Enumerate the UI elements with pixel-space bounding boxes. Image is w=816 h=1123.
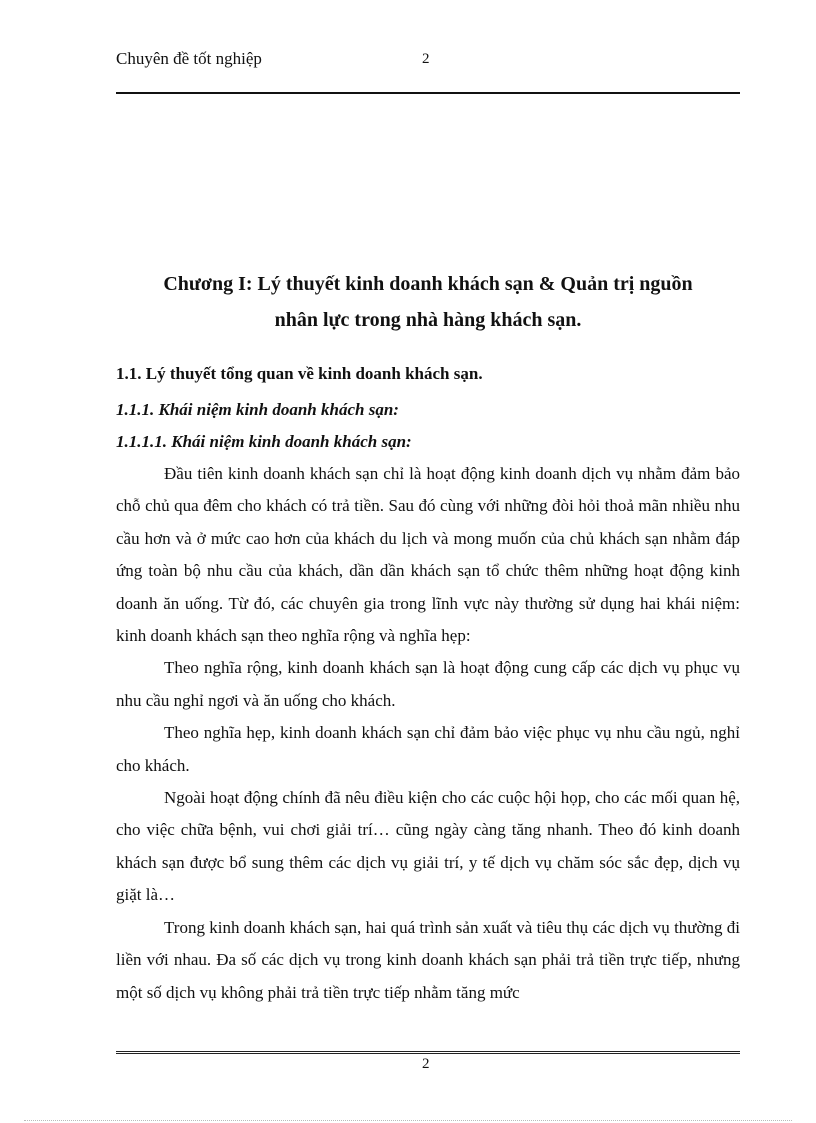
footer-page-number: 2 [422,1056,430,1072]
section-heading: 1.1. Lý thuyết tổng quan về kinh doanh khách sạn. [116,364,483,383]
chapter-title-line-1: Chương I: Lý thuyết kinh doanh khách sạn & Quản trị nguồn [163,273,693,295]
paragraph: Theo nghĩa rộng, kinh doanh khách sạn là hoạt động cung cấp các dịch vụ phục vụ nhu cầu nghỉ ngơi và ăn uống cho khách. [116,658,740,710]
subsection-heading-1: 1.1.1. Khái niệm kinh doanh khách sạn: [116,400,399,419]
header-title: Chuyên đề tốt nghiệp [116,49,262,68]
chapter-title [116,266,740,338]
paragraph: Ngoài hoạt động chính đã nêu điều kiện cho các cuộc hội họp, cho các mối quan hệ, cho việc chữa bệnh, vui chơi giải trí… cũng ngày càng tăng nhanh. Theo đó kinh doanh khách sạn được bổ sung thêm các dịch vụ giải trí, y tế dịch vụ chăm sóc sắc đẹp, dịch vụ giặt là… [116,788,740,905]
paragraph: Trong kinh doanh khách sạn, hai quá trình sản xuất và tiêu thụ các dịch vụ thường đi liền với nhau. Đa số các dịch vụ trong kinh doanh khách sạn phải trả tiền trực tiếp, nhưng một số dịch vụ không phải trả tiền trực tiếp nhằm tăng mức [116,917,740,1002]
header-rule [116,92,740,94]
chapter-title-line-2: nhân lực trong nhà hàng khách sạn. [274,309,582,331]
page-bottom-dotted-border [24,1120,792,1121]
paragraph: Đầu tiên kinh doanh khách sạn chỉ là hoạt động kinh doanh dịch vụ nhằm đảm bảo chỗ chủ qua đêm cho khách có trả tiền. Sau đó cùng với những đòi hỏi thoả mãn nhiều nhu cầu hơn và ở mức cao hơn của khách du lịch và mong muốn của chủ khách sạn nhằm đáp ứng toàn bộ nhu cầu của khách, dần dần khách sạn tổ chức thêm những hoạt động kinh doanh ăn uống. Từ đó, các chuyên gia trong lĩnh vực này thường sử dụng hai khái niệm: kinh doanh khách sạn theo nghĩa rộng và nghĩa hẹp: [116,464,740,646]
body-text [116,458,740,1009]
subsection-heading-2: 1.1.1.1. Khái niệm kinh doanh khách sạn: [116,432,412,451]
paragraph: Theo nghĩa hẹp, kinh doanh khách sạn chỉ đảm bảo việc phục vụ nhu cầu ngủ, nghỉ cho khách. [116,723,740,775]
header-page-number: 2 [422,51,430,67]
